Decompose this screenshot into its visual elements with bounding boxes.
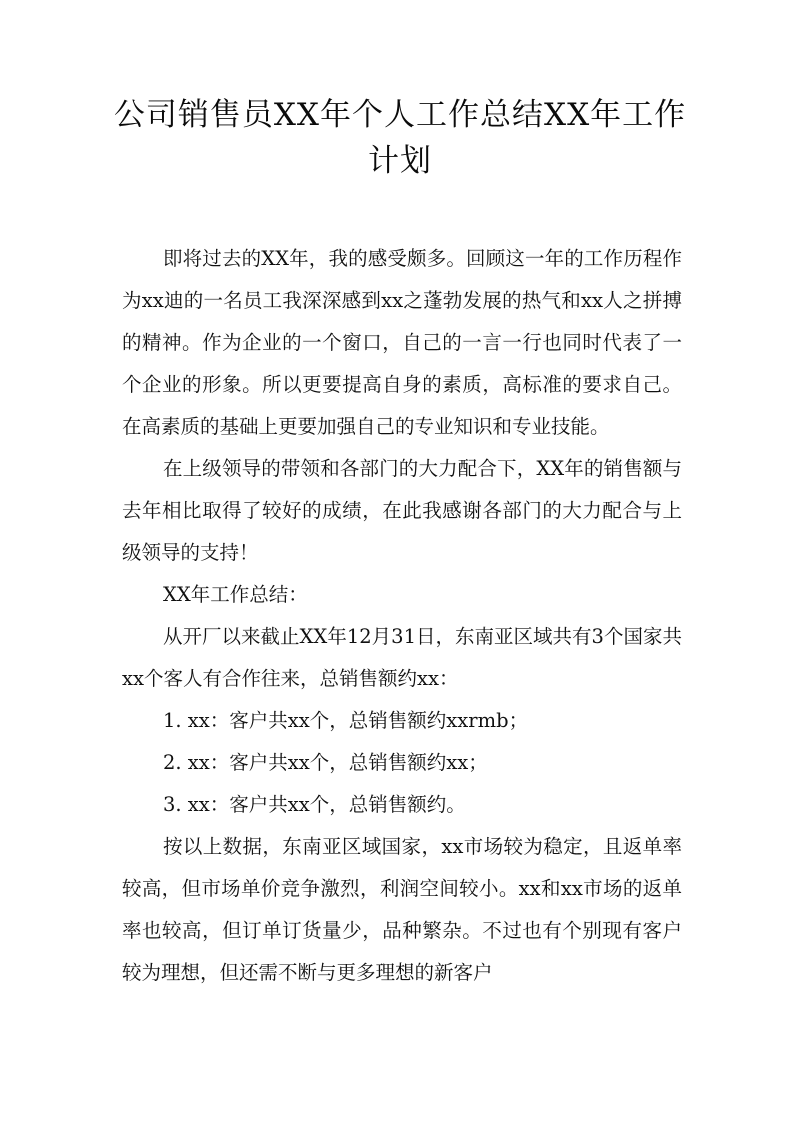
section-heading-summary: XX年工作总结： <box>163 583 308 606</box>
paragraph-intro: 即将过去的XX年，我的感受颇多。回顾这一年的工作历程作为xx迪的一名员工我深深感到xx之蓬勃发展的热气和xx人之拼搏的精神。作为企业的一个窗口，自己的一言一行也同时代表了一个企业的形象。所以更要提高自身的素质，高标准的要求自己。在高素质的基础上更要加强自己的专业知识和专业技能。 <box>122 247 682 438</box>
list-item-3: 3. xx：客户共xx个，总销售额约。 <box>163 793 466 816</box>
list-item-2: 2. xx：客户共xx个，总销售额约xx； <box>163 751 488 774</box>
paragraph-sales-overview: 从开厂以来截止XX年12月31日，东南亚区域共有3个国家共xx个客人有合作往来，总销售额约xx： <box>122 625 682 690</box>
list-item-1: 1. xx：客户共xx个，总销售额约xxrmb； <box>163 709 529 732</box>
paragraph-thanks: 在上级领导的带领和各部门的大力配合下，XX年的销售额与去年相比取得了较好的成绩，在此我感谢各部门的大力配合与上级领导的支持！ <box>122 457 682 564</box>
document-body <box>122 238 682 994</box>
paragraph-analysis: 按以上数据，东南亚区域国家，xx市场较为稳定，且返单率较高，但市场单价竞争激烈，利润空间较小。xx和xx市场的返单率也较高，但订单订货量少，品种繁杂。不过也有个别现有客户较为理想，但还需不断与更多理想的新客户 <box>122 835 682 984</box>
document-title: 公司销售员XX年个人工作总结XX年工作计划 <box>113 97 687 179</box>
